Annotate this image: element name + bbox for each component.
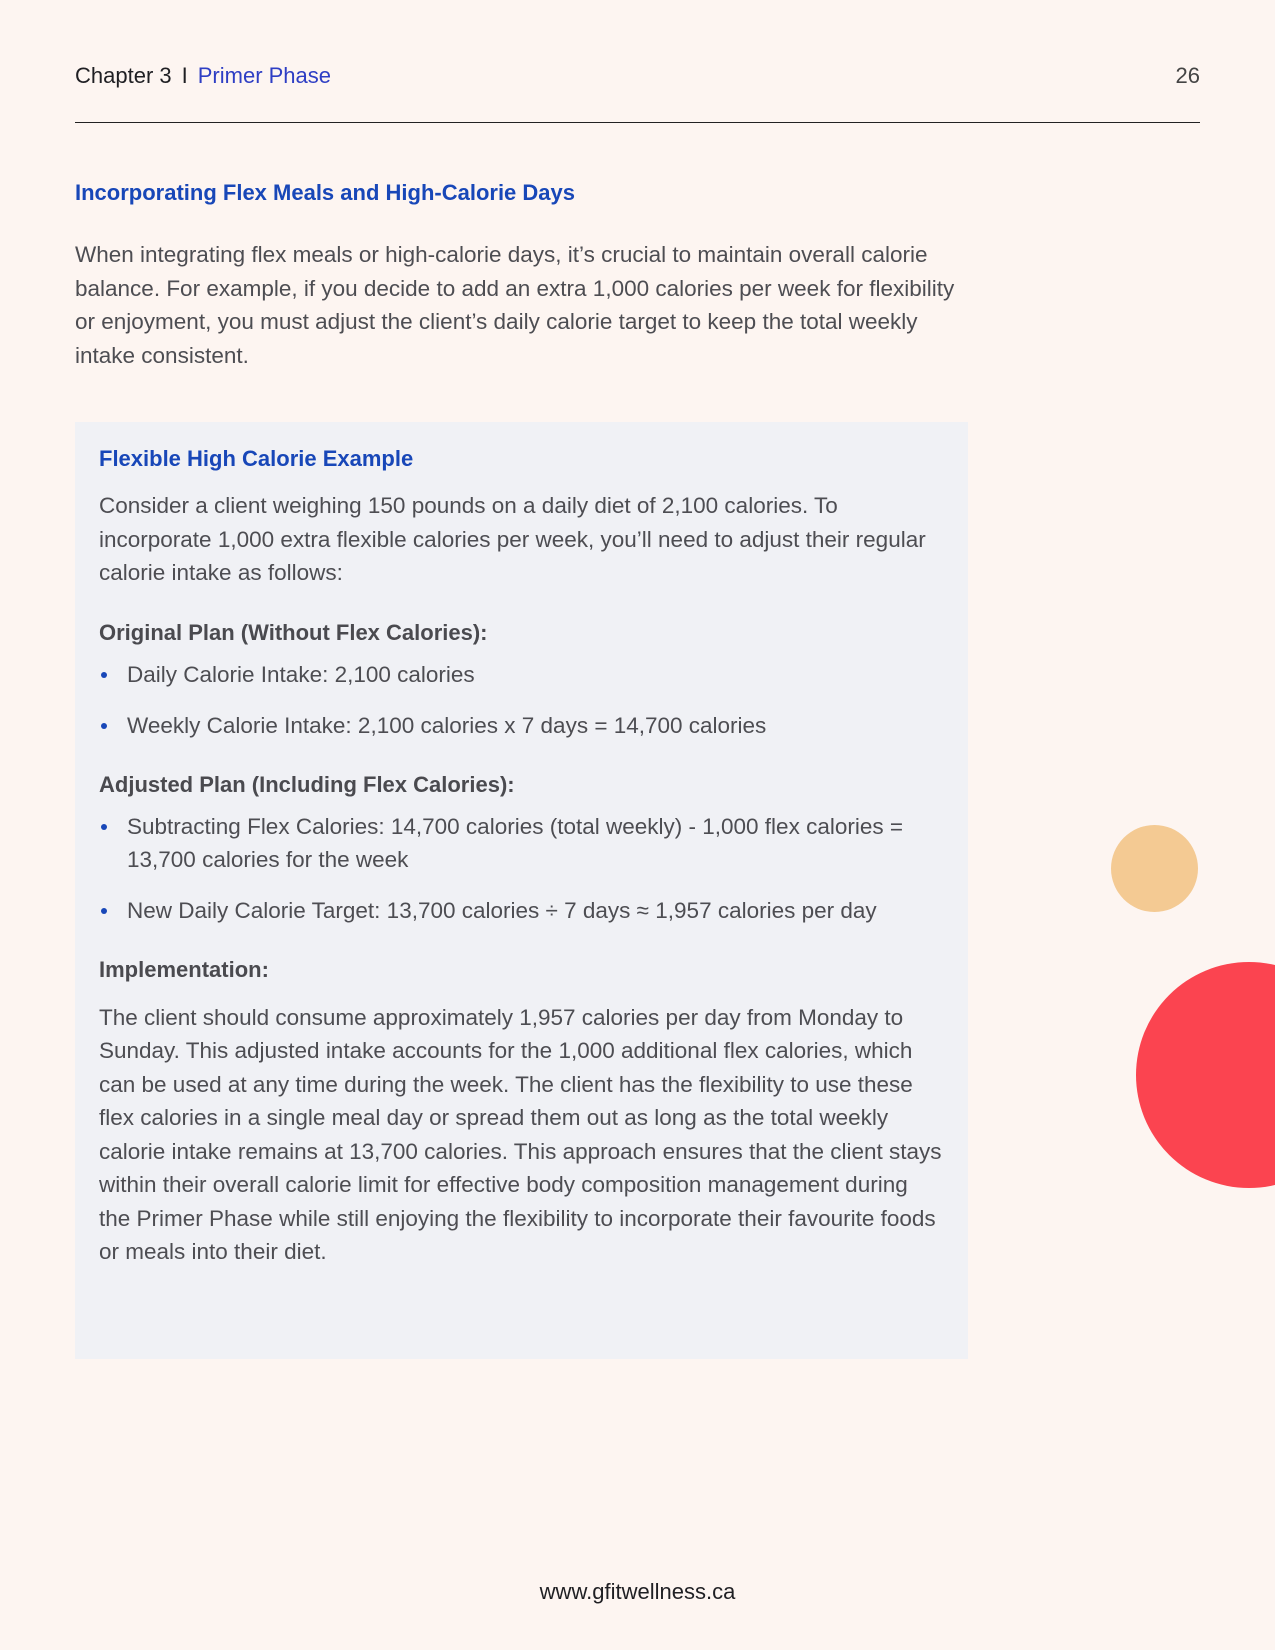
chapter-breadcrumb — [75, 63, 331, 89]
section-heading: Incorporating Flex Meals and High-Calorie Days — [75, 180, 575, 205]
list-item — [99, 810, 944, 876]
implementation-text: The client should consume approximately 1,957 calories per day from Monday to Sunday. This adjusted intake accounts for the 1,000 additional flex calories, which can be used at any time during the week. The client has the flexibility to use these flex calories in a single meal day or spread them out as long as the total weekly calorie intake remains at 13,700 calories. This approach ensures that the client stays within their overall calorie limit for effective body composition management during the Primer Phase while still enjoying the flexibility to incorporate their favourite foods or meals into their diet. — [99, 1004, 942, 1264]
example-title: Flexible High Calorie Example — [99, 446, 414, 471]
breadcrumb-separator: I — [181, 63, 188, 88]
bullet-icon — [101, 908, 107, 914]
example-intro: Consider a client weighing 150 pounds on a daily diet of 2,100 calories. To incorporate 1,000 extra flexible calories per week, you’ll need to adjust their regular calorie intake as follows: — [99, 493, 926, 585]
list-item-text: New Daily Calorie Target: 13,700 calories ÷ 7 days ≈ 1,957 calories per day — [127, 897, 877, 923]
phase-label: Primer Phase — [197, 63, 332, 88]
list-item-text: Subtracting Flex Calories: 14,700 calories (total weekly) - 1,000 flex calories = 13,700 calories for the week — [127, 813, 903, 872]
list-item-text: Weekly Calorie Intake: 2,100 calories x 7 days = 14,700 calories — [127, 712, 767, 738]
page-header — [75, 60, 1200, 123]
adjusted-plan-list — [99, 810, 944, 927]
page-number: 26 — [1175, 63, 1200, 88]
section-intro: When integrating flex meals or high-calorie days, it’s crucial to maintain overall calorie balance. For example, if you decide to add an extra 1,000 calories per week for flexibility or enjoyment, you must adjust the client’s daily calorie target to keep the total weekly intake consistent. — [75, 242, 955, 368]
bullet-icon — [101, 672, 107, 678]
list-item — [99, 658, 944, 691]
original-plan-heading: Original Plan (Without Flex Calories): — [99, 619, 488, 645]
decorative-red-circle — [1136, 962, 1275, 1188]
chapter-label: Chapter 3 — [75, 63, 172, 88]
list-item — [99, 709, 944, 742]
decorative-orange-circle — [1111, 825, 1198, 912]
list-item — [99, 894, 944, 927]
implementation-heading: Implementation: — [99, 956, 269, 982]
adjusted-plan-heading: Adjusted Plan (Including Flex Calories): — [99, 771, 515, 797]
example-callout-box — [75, 422, 968, 1359]
footer-website: www.gfitwellness.ca — [539, 1579, 736, 1604]
bullet-icon — [101, 723, 107, 729]
list-item-text: Daily Calorie Intake: 2,100 calories — [127, 661, 475, 687]
bullet-icon — [101, 824, 107, 830]
original-plan-list — [99, 658, 944, 742]
